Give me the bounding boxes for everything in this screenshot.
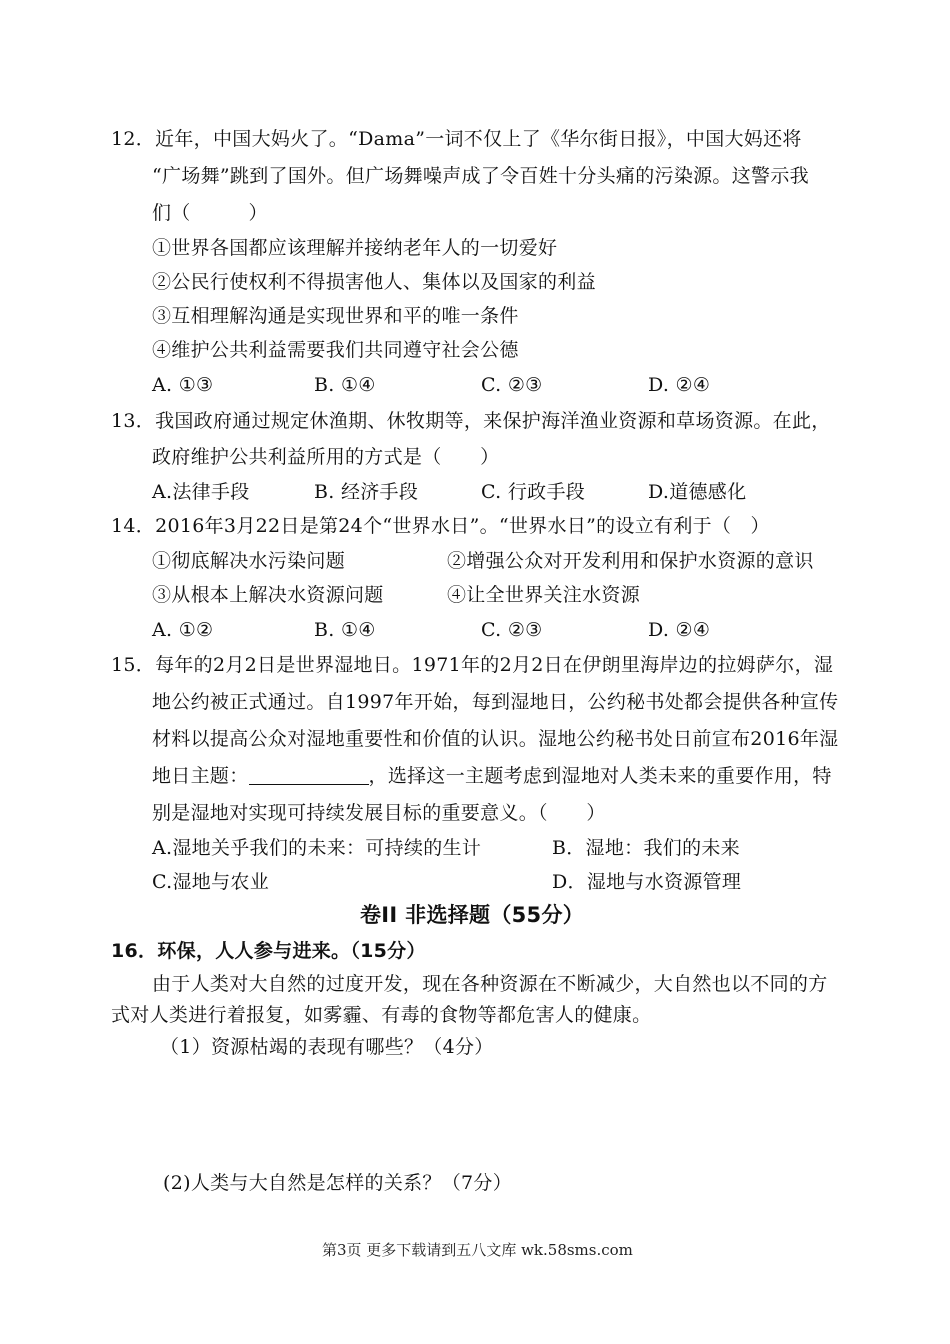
q13-line-1: 13．我国政府通过规定休渔期、休牧期等，来保护海洋渔业资源和草场资源。在此，	[111, 410, 831, 432]
q12-statement-1: ①世界各国都应该理解并接纳老年人的一切爱好	[152, 237, 558, 259]
q14-statement-2: ②增强公众对开发利用和保护水资源的意识	[447, 550, 814, 572]
q15-line-2: 地公约被正式通过。自1997年开始，每到湿地日，公约秘书处都会提供各种宣传	[152, 691, 839, 713]
q14-line-1: 14．2016年3月22日是第24个“世界水日”。“世界水日”的设立有利于（ ）	[111, 515, 770, 537]
q15-option-c: C.湿地与农业	[152, 871, 270, 893]
q12-line-3: 们（ ）	[152, 202, 268, 224]
q15-line-4	[152, 764, 832, 788]
q16-title: 16．环保，人人参与进来。（15分）	[111, 940, 426, 962]
q15-line-4-end: ，选择这一主题考虑到湿地对人类未来的重要作用，特	[368, 765, 832, 787]
q15-line-1: 15．每年的2月2日是世界湿地日。1971年的2月2日在伊朗里海岸边的拉姆萨尔，湿	[111, 654, 834, 676]
q16-paragraph-2: 式对人类进行着报复，如雾霾、有毒的食物等都危害人的健康。	[111, 1004, 652, 1026]
q12-line-2: “广场舞”跳到了国外。但广场舞噪声成了令百姓十分头痛的污染源。这警示我	[152, 165, 809, 187]
q13-option-b: B. 经济手段	[314, 481, 419, 503]
q15-option-b: B．湿地：我们的未来	[552, 837, 740, 859]
q14-option-b: B. ①④	[314, 619, 376, 641]
q12-option-b: B. ①④	[314, 374, 376, 396]
q12-statement-2: ②公民行使权利不得损害他人、集体以及国家的利益	[152, 271, 596, 293]
section-title: 卷II 非选择题（55分）	[360, 903, 585, 927]
answer-blank	[249, 766, 369, 785]
page-footer: 第3页 更多下载请到五八文库 wk.58sms.com	[322, 1241, 633, 1259]
q12-statement-3: ③互相理解沟通是实现世界和平的唯一条件	[152, 305, 519, 327]
q12-statement-4: ④维护公共利益需要我们共同遵守社会公德	[152, 339, 519, 361]
q12-option-a: A. ①③	[152, 374, 214, 396]
q16-subquestion-2: (2)人类与大自然是怎样的关系？（7分）	[163, 1172, 513, 1194]
q16-subquestion-1: （1）资源枯竭的表现有哪些？（4分）	[160, 1036, 494, 1058]
q14-statement-3: ③从根本上解决水资源问题	[152, 584, 384, 606]
q15-option-d: D．湿地与水资源管理	[552, 871, 742, 893]
q13-option-d: D.道德感化	[648, 481, 747, 503]
q13-line-2: 政府维护公共利益所用的方式是（ ）	[152, 446, 500, 468]
q13-option-a: A.法律手段	[152, 481, 250, 503]
q12-line-1: 12．近年，中国大妈火了。“Dama”一词不仅上了《华尔街日报》，中国大妈还将	[111, 128, 802, 150]
q14-statement-4: ④让全世界关注水资源	[447, 584, 641, 606]
q15-line-5: 别是湿地对实现可持续发展目标的重要意义。（ ）	[152, 802, 606, 824]
q14-option-a: A. ①②	[152, 619, 214, 641]
q14-statement-1: ①彻底解决水污染问题	[152, 550, 346, 572]
q15-line-3: 材料以提高公众对湿地重要性和价值的认识。湿地公约秘书处日前宣布2016年湿	[152, 728, 839, 750]
q14-option-d: D. ②④	[648, 619, 711, 641]
q12-option-d: D. ②④	[648, 374, 711, 396]
q15-option-a: A.湿地关乎我们的未来：可持续的生计	[152, 837, 482, 859]
q13-option-c: C. 行政手段	[481, 481, 586, 503]
q16-paragraph-1: 由于人类对大自然的过度开发，现在各种资源在不断减少，大自然也以不同的方	[152, 973, 828, 995]
q12-option-c: C. ②③	[481, 374, 543, 396]
q14-option-c: C. ②③	[481, 619, 543, 641]
q15-line-4-start: 地日主题：	[152, 765, 249, 787]
